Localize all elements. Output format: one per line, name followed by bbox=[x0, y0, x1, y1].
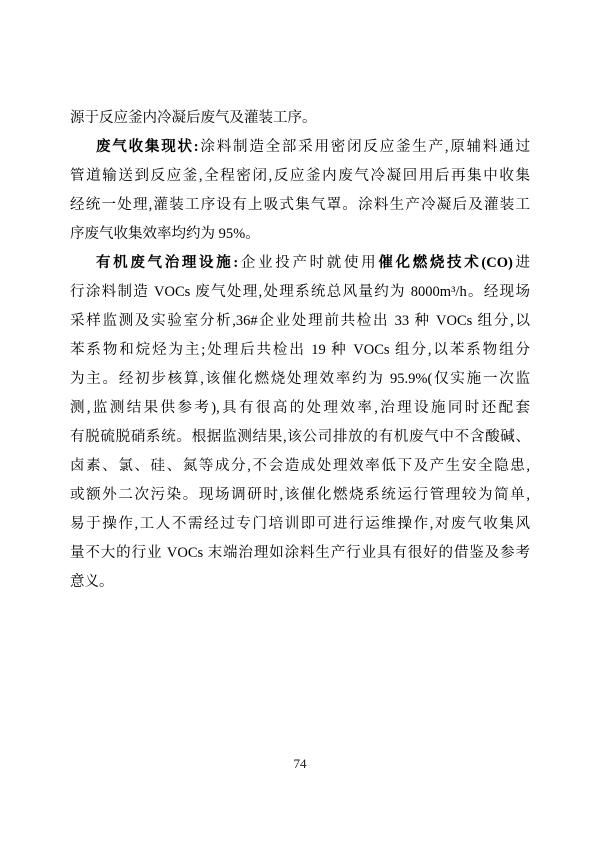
text-line bbox=[70, 278, 530, 307]
bold-text-run: 有机废气治理设施: bbox=[96, 255, 239, 271]
text-run: 量不大的行业 VOCs 末端治理如涂料生产行业具有很好的借鉴及参考 bbox=[70, 545, 530, 561]
text-line bbox=[70, 104, 530, 133]
text-run: 涂料制造全部采用密闭反应釜生产,原辅料通过 bbox=[198, 139, 530, 155]
text-run: 易于操作,工人不需经过专门培训即可进行运维操作,对废气收集风 bbox=[70, 516, 530, 532]
text-run: 意义。 bbox=[70, 574, 114, 590]
text-line bbox=[70, 539, 530, 568]
text-line bbox=[70, 481, 530, 510]
text-line bbox=[70, 423, 530, 452]
text-run: 管道输送到反应釜,全程密闭,反应釜内废气冷凝回用后再集中收集 bbox=[70, 168, 530, 184]
bold-text-run: 催化燃烧技术(CO) bbox=[378, 255, 513, 271]
text-run: 卤素、氯、硅、氮等成分,不会造成处理效率低下及产生安全隐患, bbox=[70, 458, 530, 474]
text-line bbox=[70, 162, 530, 191]
text-run: 采样监测及实验室分析,36#企业处理前共检出 33 种 VOCs 组分,以 bbox=[70, 313, 530, 329]
text-line bbox=[70, 307, 530, 336]
text-line bbox=[70, 249, 530, 278]
text-line bbox=[70, 365, 530, 394]
text-line bbox=[70, 394, 530, 423]
text-run: 行涂料制造 VOCs 废气处理,处理系统总风量约为 8000m³/h。经现场 bbox=[70, 284, 530, 300]
text-line bbox=[70, 191, 530, 220]
text-run: 经统一处理,灌装工序设有上吸式集气罩。涂料生产冷凝后及灌装工 bbox=[70, 197, 530, 213]
page-number: 74 bbox=[293, 756, 307, 771]
text-line bbox=[70, 568, 530, 597]
text-run: 源于反应釜内冷凝后废气及灌装工序。 bbox=[70, 110, 317, 126]
text-run: 进 bbox=[512, 255, 530, 271]
text-run: 为主。经初步核算,该催化燃烧处理效率约为 95.9%(仅实施一次监 bbox=[70, 371, 530, 387]
text-line bbox=[70, 510, 530, 539]
text-run: 测,监测结果供参考),具有很高的处理效率,治理设施同时还配套 bbox=[70, 400, 530, 416]
text-run: 企业投产时就使用 bbox=[238, 255, 379, 271]
text-run: 有脱硫脱硝系统。根据监测结果,该公司排放的有机废气中不含酸碱、 bbox=[70, 429, 530, 445]
text-line bbox=[70, 133, 530, 162]
bold-text-run: 废气收集现状: bbox=[96, 139, 199, 155]
text-line bbox=[70, 336, 530, 365]
text-line bbox=[70, 452, 530, 481]
text-line bbox=[70, 220, 530, 249]
text-run: 或额外二次污染。现场调研时,该催化燃烧系统运行管理较为简单, bbox=[70, 487, 530, 503]
text-run: 苯系物和烷烃为主;处理后共检出 19 种 VOCs 组分,以苯系物组分 bbox=[70, 342, 530, 358]
text-run: 序废气收集效率均约为 95%。 bbox=[70, 226, 260, 242]
text-body bbox=[70, 104, 530, 597]
